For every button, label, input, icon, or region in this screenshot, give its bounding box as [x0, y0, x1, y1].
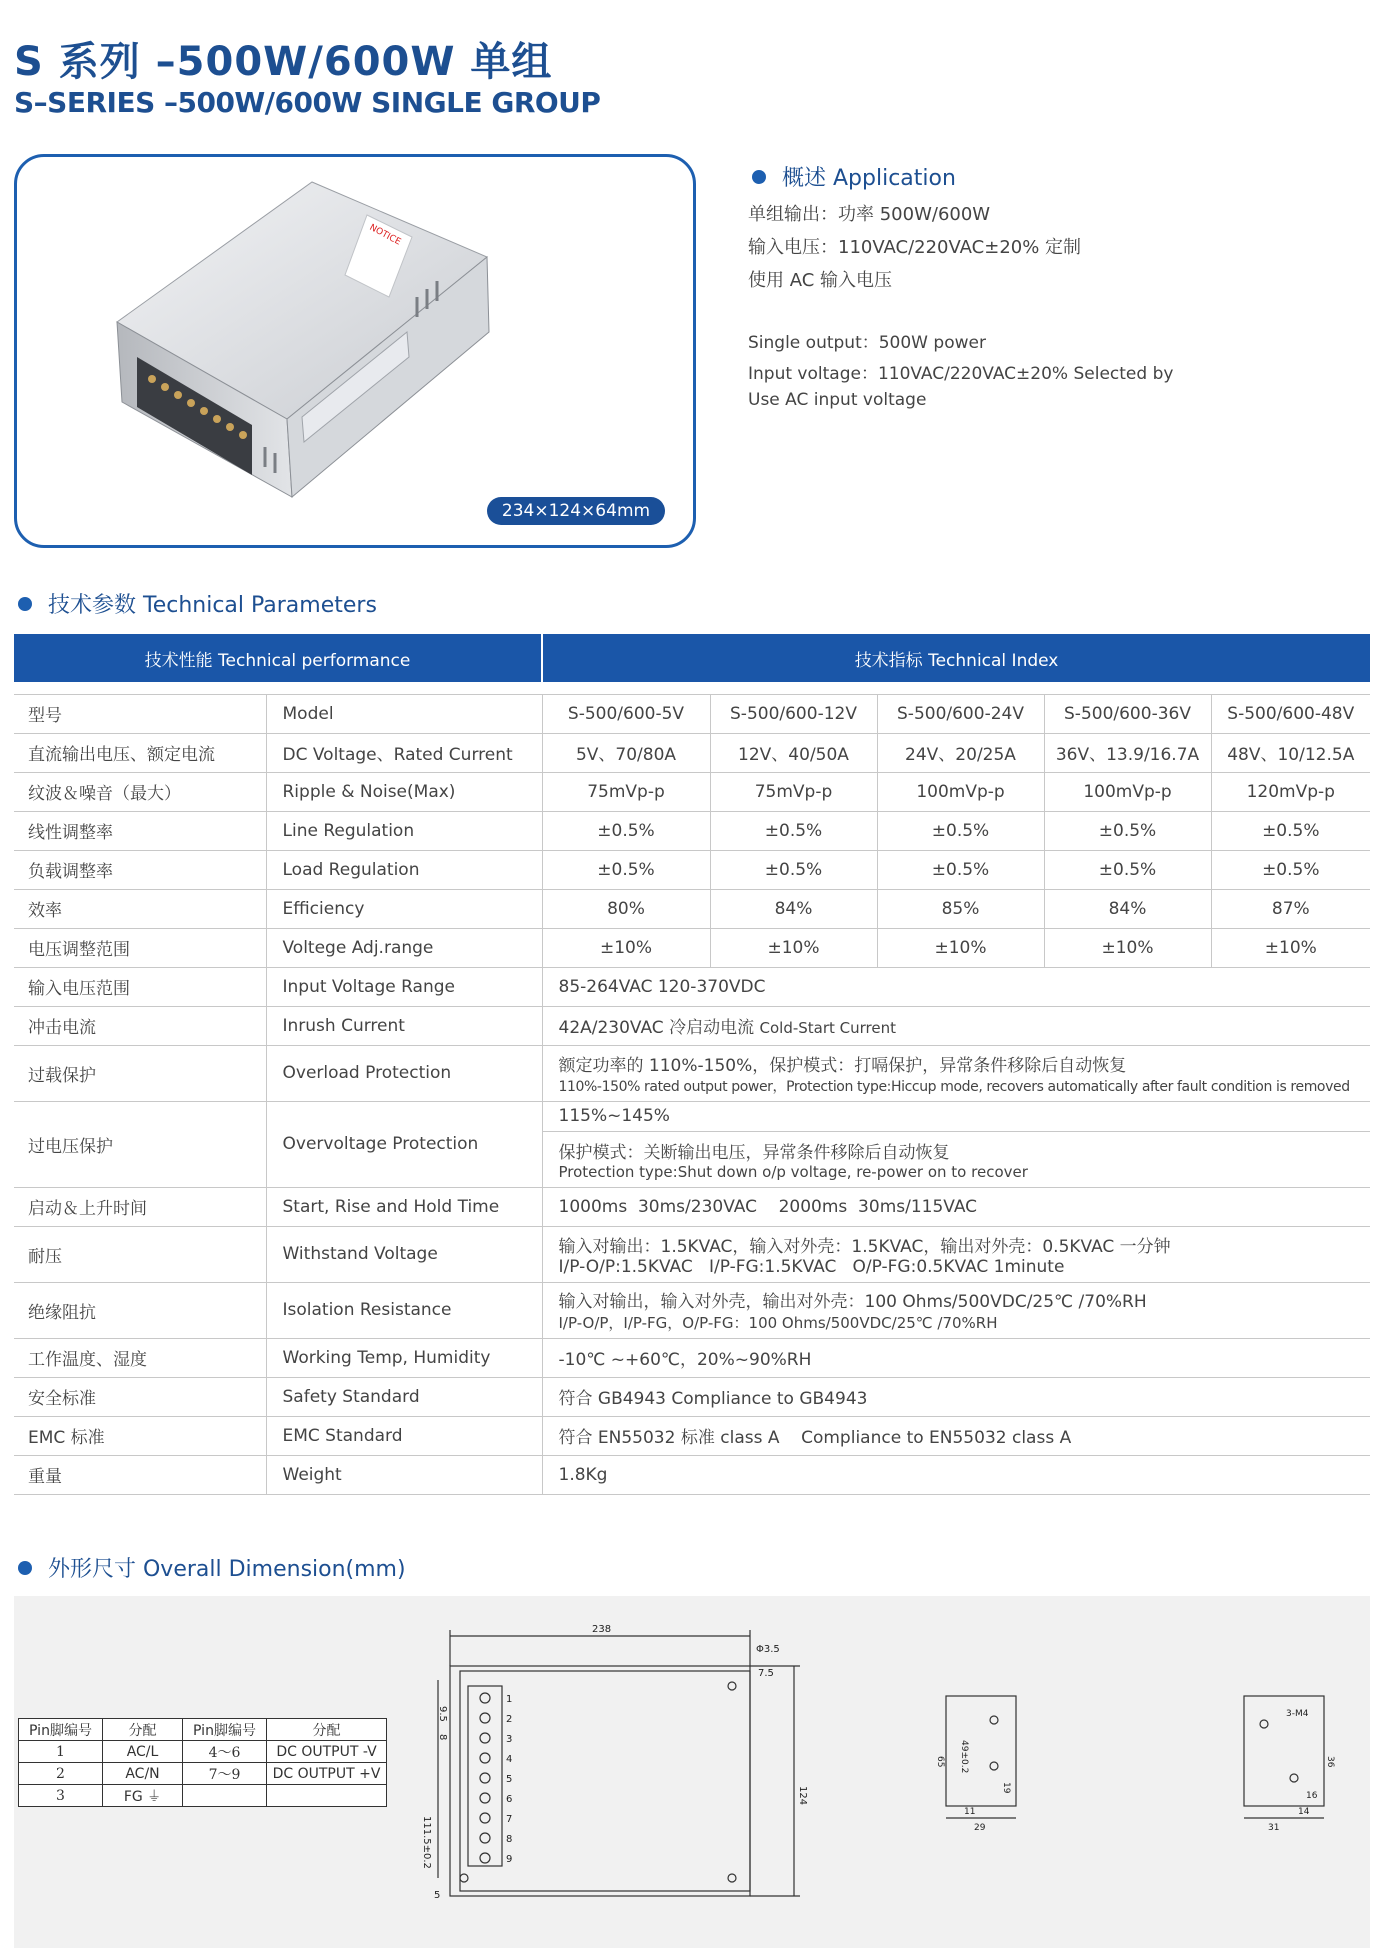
overvoltage-range: 115%~145%	[542, 1101, 1370, 1131]
pin-cell: FG ⏚	[103, 1785, 183, 1807]
param-cn: 直流输出电压、额定电流	[14, 733, 266, 772]
dim-14: 14	[1298, 1807, 1310, 1817]
param-value: ±0.5%	[1211, 811, 1370, 850]
dim-5: 5	[434, 1890, 441, 1901]
inrush-value: 42A/230VAC 冷启动电流	[558, 1018, 755, 1038]
terminal-num: 6	[506, 1794, 513, 1805]
param-value: S-500/600-48V	[1211, 694, 1370, 733]
param-cn: 冲击电流	[14, 1006, 266, 1045]
app-line: Input voltage：110VAC/220VAC±20% Selected by	[748, 364, 1174, 384]
spec-table	[14, 634, 1370, 1495]
param-cn: 输入电压范围	[14, 967, 266, 1006]
param-value: ±0.5%	[1044, 811, 1211, 850]
dimension-badge: 234×124×64mm	[487, 497, 665, 525]
param-en: Input Voltage Range	[266, 967, 542, 1006]
table-row	[14, 1377, 1370, 1416]
param-value: 100mVp-p	[1044, 772, 1211, 811]
param-cn: 型号	[14, 694, 266, 733]
withstand-cn: 输入对输出：1.5KVAC，输入对外壳：1.5KVAC，输出对外壳：0.5KVAC 一分钟	[558, 1236, 1171, 1257]
param-value: ±10%	[1211, 928, 1370, 967]
param-en: Efficiency	[266, 889, 542, 928]
col-header-index: 技术指标 Technical Index	[542, 634, 1370, 682]
isolation-en: I/P-O/P，I/P-FG，O/P-FG：100 Ohms/500VDC/25℃ /70%RH	[558, 1314, 998, 1332]
param-value	[542, 1131, 1370, 1187]
param-value: -10℃ ~+60℃，20%~90%RH	[542, 1338, 1370, 1377]
pin-cell: 2	[19, 1763, 103, 1785]
param-value: 1000ms 30ms/230VAC 2000ms 30ms/115VAC	[542, 1187, 1370, 1226]
application-lines-cn	[748, 200, 1081, 299]
param-en: Load Regulation	[266, 850, 542, 889]
param-value: 87%	[1211, 889, 1370, 928]
param-value: 80%	[542, 889, 710, 928]
application-heading-text: 概述 Application	[782, 166, 956, 191]
table-row	[14, 1338, 1370, 1377]
param-en: Model	[266, 694, 542, 733]
param-value: ±0.5%	[877, 811, 1044, 850]
param-value: ±0.5%	[877, 850, 1044, 889]
app-line: Use AC input voltage	[748, 390, 927, 410]
param-value	[542, 1226, 1370, 1282]
param-cn: 绝缘阻抗	[14, 1282, 266, 1338]
param-value: 85%	[877, 889, 1044, 928]
pin-cell: 7～9	[183, 1763, 267, 1785]
dim-m4: 3-M4	[1286, 1709, 1309, 1719]
dim-115: 111.5±0.2	[421, 1816, 432, 1869]
param-en: Ripple & Noise(Max)	[266, 772, 542, 811]
terminal-num: 5	[506, 1774, 513, 1785]
terminal-num: 2	[506, 1714, 513, 1725]
param-value: 48V、10/12.5A	[1211, 733, 1370, 772]
param-value: 75mVp-p	[542, 772, 710, 811]
pin-cell: 1	[19, 1741, 103, 1763]
param-en: Withstand Voltage	[266, 1226, 542, 1282]
dim-11: 11	[964, 1807, 976, 1817]
param-cn: 耐压	[14, 1226, 266, 1282]
overload-cn: 额定功率的 110%-150%，保护模式：打嗝保护，异常条件移除后自动恢复	[558, 1055, 1127, 1076]
pin-cell: AC/L	[103, 1741, 183, 1763]
dim-65: 65	[935, 1756, 945, 1768]
bullet-dot-icon	[752, 170, 766, 184]
param-value: 36V、13.9/16.7A	[1044, 733, 1211, 772]
param-value: ±0.5%	[542, 850, 710, 889]
dim-length: 238	[592, 1624, 612, 1635]
dimension-drawing-area	[14, 1596, 1370, 1948]
param-en: Start, Rise and Hold Time	[266, 1187, 542, 1226]
pin-assignment-table	[18, 1718, 387, 1807]
param-value: S-500/600-24V	[877, 694, 1044, 733]
dim-width: 124	[797, 1786, 808, 1806]
param-cn: 电压调整范围	[14, 928, 266, 967]
param-cn: EMC 标准	[14, 1416, 266, 1455]
terminal-num: 4	[506, 1754, 513, 1765]
param-cn: 安全标准	[14, 1377, 266, 1416]
withstand-en: I/P-O/P:1.5KVAC I/P-FG:1.5KVAC O/P-FG:0.5KVAC 1minute	[558, 1256, 1065, 1277]
side-view-right	[1224, 1686, 1344, 1836]
dim-95: 9.5	[437, 1706, 448, 1722]
param-value: ±0.5%	[710, 811, 877, 850]
table-row	[14, 1187, 1370, 1226]
terminal-num: 8	[506, 1834, 513, 1845]
param-value: S-500/600-5V	[542, 694, 710, 733]
table-row	[14, 928, 1370, 967]
param-en: Overvoltage Protection	[266, 1101, 542, 1187]
param-value: 75mVp-p	[710, 772, 877, 811]
table-row	[14, 967, 1370, 1006]
dim-36: 36	[1325, 1756, 1335, 1768]
pin-cell	[183, 1785, 267, 1807]
param-value: 5V、70/80A	[542, 733, 710, 772]
param-value: 12V、40/50A	[710, 733, 877, 772]
tech-heading	[18, 588, 377, 619]
bullet-dot-icon	[18, 597, 32, 611]
table-row	[14, 850, 1370, 889]
inrush-note: Cold-Start Current	[759, 1019, 897, 1037]
dim-35: Φ3.5	[756, 1644, 780, 1655]
param-value: ±0.5%	[542, 811, 710, 850]
param-value: 符合 GB4943 Compliance to GB4943	[542, 1377, 1370, 1416]
page-title-en: S–SERIES –500W/600W SINGLE GROUP	[14, 86, 601, 119]
table-row	[14, 1006, 1370, 1045]
dim-49: 49±0.2	[959, 1740, 969, 1774]
param-cn: 工作温度、湿度	[14, 1338, 266, 1377]
terminal-num: 7	[506, 1814, 513, 1825]
dim-16: 16	[1306, 1791, 1318, 1801]
param-value: 100mVp-p	[877, 772, 1044, 811]
param-en: Safety Standard	[266, 1377, 542, 1416]
table-row	[14, 1226, 1370, 1282]
pin-cell: 3	[19, 1785, 103, 1807]
pin-header: 分配	[103, 1719, 183, 1741]
bullet-dot-icon	[18, 1561, 32, 1575]
page-title-cn: S 系列 –500W/600W 单组	[14, 39, 553, 85]
pin-header: Pin脚编号	[183, 1719, 267, 1741]
table-row	[14, 1416, 1370, 1455]
param-en: Weight	[266, 1455, 542, 1494]
app-line: 输入电压：110VAC/220VAC±20% 定制	[748, 237, 1082, 258]
param-value	[542, 1282, 1370, 1338]
param-en: Voltege Adj.range	[266, 928, 542, 967]
param-value: ±10%	[1044, 928, 1211, 967]
table-row	[14, 1045, 1370, 1101]
pin-header: 分配	[267, 1719, 387, 1741]
pin-cell: 4～6	[183, 1741, 267, 1763]
param-value: ±10%	[877, 928, 1044, 967]
param-value: 24V、20/25A	[877, 733, 1044, 772]
param-en: Working Temp, Humidity	[266, 1338, 542, 1377]
spec-header-row	[14, 634, 1370, 682]
param-cn: 过载保护	[14, 1045, 266, 1101]
param-value: ±10%	[710, 928, 877, 967]
pin-cell: DC OUTPUT -V	[267, 1741, 387, 1763]
param-cn: 纹波＆噪音（最大）	[14, 772, 266, 811]
table-row	[14, 889, 1370, 928]
param-cn: 负载调整率	[14, 850, 266, 889]
param-value: ±0.5%	[1211, 850, 1370, 889]
param-cn: 过电压保护	[14, 1101, 266, 1187]
app-line: 使用 AC 输入电压	[748, 270, 893, 291]
tech-heading-text: 技术参数 Technical Parameters	[48, 593, 377, 618]
table-row	[14, 811, 1370, 850]
param-cn: 效率	[14, 889, 266, 928]
dim-29: 29	[974, 1823, 986, 1833]
dim-8: 8	[437, 1734, 448, 1741]
top-view-drawing	[414, 1616, 934, 1936]
dimension-heading	[18, 1552, 406, 1583]
product-photo-frame	[14, 154, 696, 548]
param-cn: 重量	[14, 1455, 266, 1494]
overload-en: 110%-150% rated output power，Protection type:Hiccup mode, recovers automatically after fault condition is removed	[558, 1078, 1350, 1095]
terminal-num: 3	[506, 1734, 513, 1745]
application-heading	[752, 161, 956, 192]
dim-75: 7.5	[758, 1668, 774, 1679]
param-cn: 启动＆上升时间	[14, 1187, 266, 1226]
pin-header: Pin脚编号	[19, 1719, 103, 1741]
app-line: Single output：500W power	[748, 333, 986, 353]
table-row	[14, 1455, 1370, 1494]
param-value: ±0.5%	[1044, 850, 1211, 889]
overvoltage-en: Protection type:Shut down o/p voltage, re-power on to recover	[558, 1162, 1028, 1181]
pin-cell	[267, 1785, 387, 1807]
app-line: 单组输出：功率 500W/600W	[748, 204, 991, 225]
table-row	[14, 733, 1370, 772]
notice-label-text: NOTICE	[367, 222, 403, 248]
power-supply-illustration	[17, 157, 696, 548]
param-en: Isolation Resistance	[266, 1282, 542, 1338]
table-row	[14, 772, 1370, 811]
param-value: 符合 EN55032 标准 class A Compliance to EN55032 class A	[542, 1416, 1370, 1455]
param-value	[542, 1006, 1370, 1045]
isolation-cn: 输入对输出，输入对外壳，输出对外壳：100 Ohms/500VDC/25℃ /70%RH	[558, 1292, 1147, 1312]
pin-cell: AC/N	[103, 1763, 183, 1785]
param-cn: 线性调整率	[14, 811, 266, 850]
terminal-num: 9	[506, 1854, 513, 1865]
param-value: S-500/600-12V	[710, 694, 877, 733]
terminal-screws	[480, 1693, 490, 1863]
param-value: 85-264VAC 120-370VDC	[542, 967, 1370, 1006]
dimension-heading-text: 外形尺寸 Overall Dimension(mm)	[48, 1557, 406, 1582]
param-value	[542, 1045, 1370, 1101]
param-en: EMC Standard	[266, 1416, 542, 1455]
param-en: DC Voltage、Rated Current	[266, 733, 542, 772]
param-value: 84%	[1044, 889, 1211, 928]
dim-19: 19	[1001, 1782, 1011, 1794]
col-header-performance: 技术性能 Technical performance	[14, 634, 542, 682]
pin-cell: DC OUTPUT +V	[267, 1763, 387, 1785]
table-row	[14, 1101, 1370, 1131]
param-value: 1.8Kg	[542, 1455, 1370, 1494]
terminal-num: 1	[506, 1694, 513, 1705]
param-value: ±10%	[542, 928, 710, 967]
table-row	[14, 1282, 1370, 1338]
param-en: Inrush Current	[266, 1006, 542, 1045]
overvoltage-cn: 保护模式：关断输出电压，异常条件移除后自动恢复	[558, 1142, 950, 1163]
param-value: S-500/600-36V	[1044, 694, 1211, 733]
param-value: ±0.5%	[710, 850, 877, 889]
param-value: 84%	[710, 889, 877, 928]
param-value: 120mVp-p	[1211, 772, 1370, 811]
application-lines-en	[748, 328, 1173, 421]
param-en: Overload Protection	[266, 1045, 542, 1101]
param-en: Line Regulation	[266, 811, 542, 850]
table-row	[14, 694, 1370, 733]
dim-31: 31	[1268, 1823, 1280, 1833]
side-view-left	[934, 1686, 1044, 1836]
